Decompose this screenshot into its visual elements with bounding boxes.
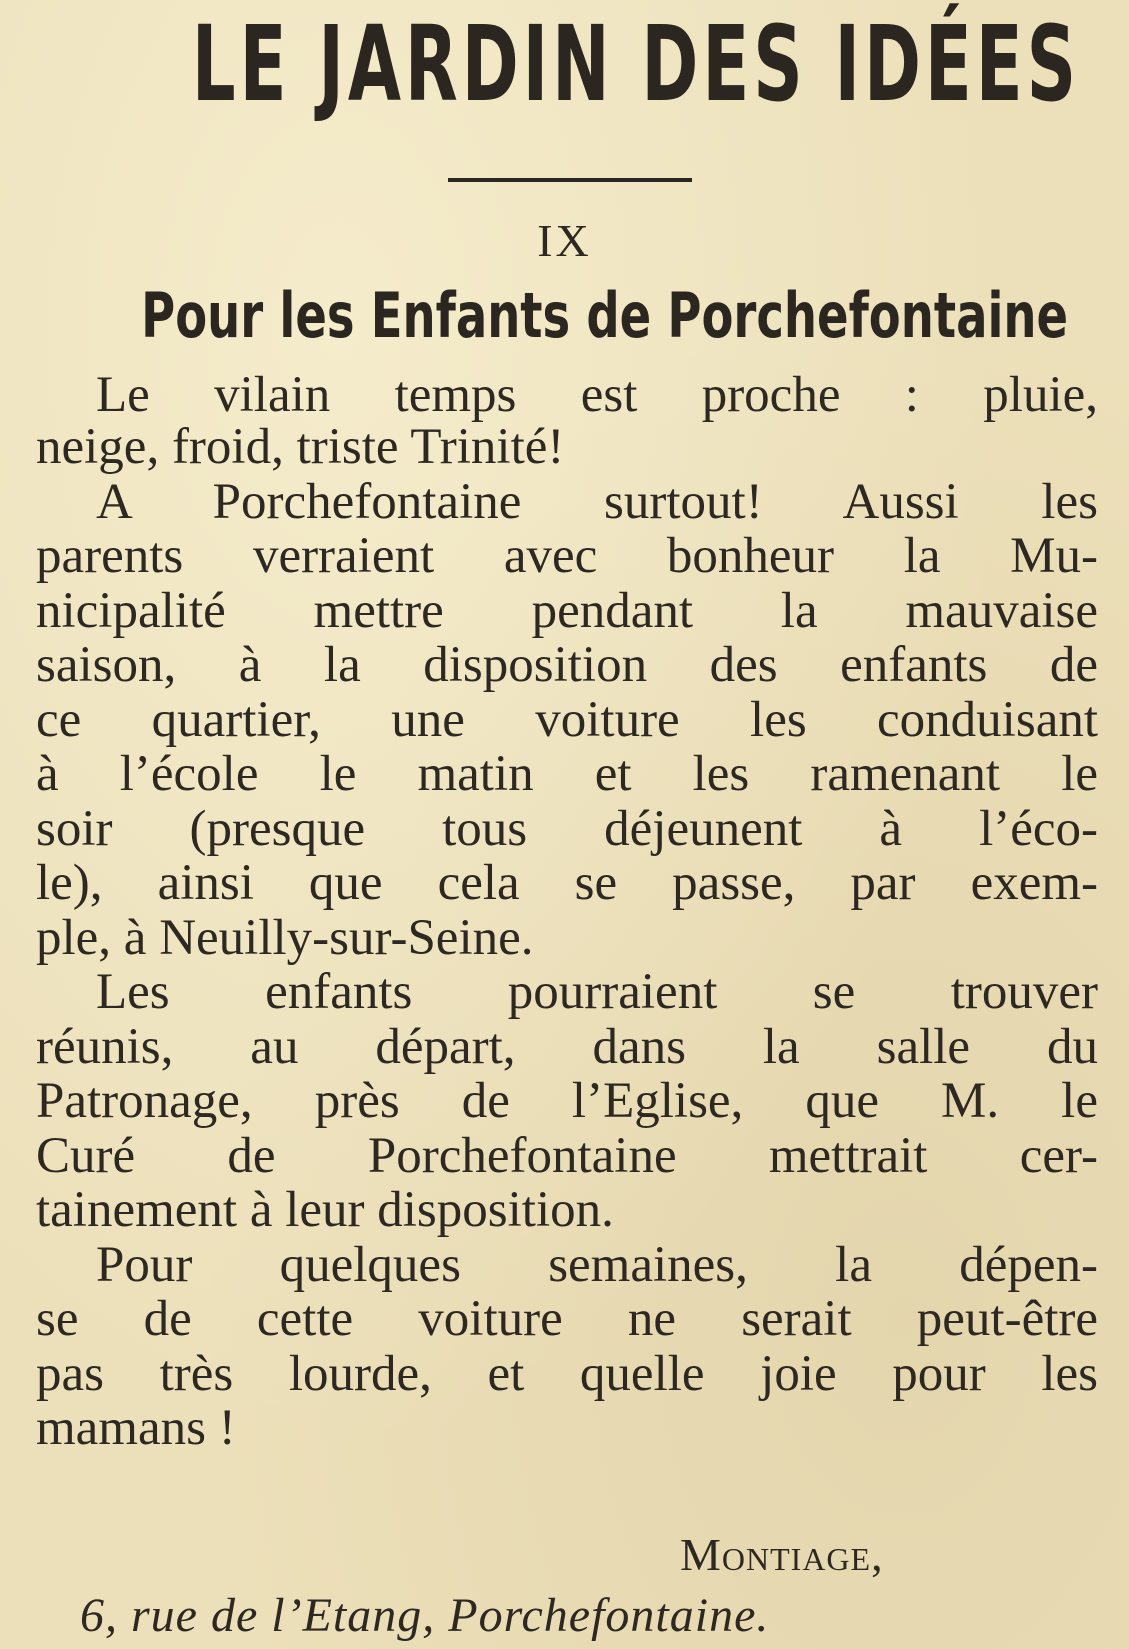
author-signature: Montiage, [680, 1529, 884, 1580]
body-line: le), ainsi que cela se passe, par exem- [36, 855, 1098, 911]
body-line: mamans ! [36, 1400, 236, 1456]
body-line: Patronage, près de l’Eglise, que M. le [36, 1073, 1098, 1129]
body-line: A Porchefontaine surtout! Aussi les [96, 474, 1098, 530]
body-line: Curé de Porchefontaine mettrait cer- [36, 1128, 1098, 1184]
body-line: tainement à leur disposition. [36, 1182, 614, 1238]
column-title: LE JARDIN DES IDÉES [191, 3, 1080, 125]
body-line: Les enfants pourraient se trouver [96, 964, 1098, 1020]
body-line: Pour quelques semaines, la dépen- [96, 1237, 1098, 1293]
body-line: neige, froid, triste Trinité! [36, 419, 565, 475]
body-line: se de cette voiture ne serait peut-être [36, 1291, 1098, 1347]
body-line: parents verraient avec bonheur la Mu- [36, 528, 1098, 584]
body-line: soir (presque tous déjeunent à l’éco- [36, 801, 1098, 857]
body-line: nicipalité mettre pendant la mauvaise [36, 583, 1098, 639]
body-line: ple, à Neuilly-sur-Seine. [36, 910, 534, 966]
body-line: ce quartier, une voiture les conduisant [36, 692, 1098, 748]
body-line: réunis, au départ, dans la salle du [36, 1019, 1098, 1075]
section-number: IX [537, 215, 592, 266]
body-line: saison, à la disposition des enfants de [36, 637, 1098, 693]
author-address: 6, rue de l’Etang, Porchefontaine. [80, 1589, 770, 1642]
title-divider [448, 178, 692, 182]
body-line: à l’école le matin et les ramenant le [36, 746, 1098, 802]
article-title: Pour les Enfants de Porchefontaine [141, 279, 1069, 352]
body-line: pas très lourde, et quelle joie pour les [36, 1346, 1098, 1402]
body-line: Le vilain temps est proche : pluie, [96, 367, 1098, 423]
